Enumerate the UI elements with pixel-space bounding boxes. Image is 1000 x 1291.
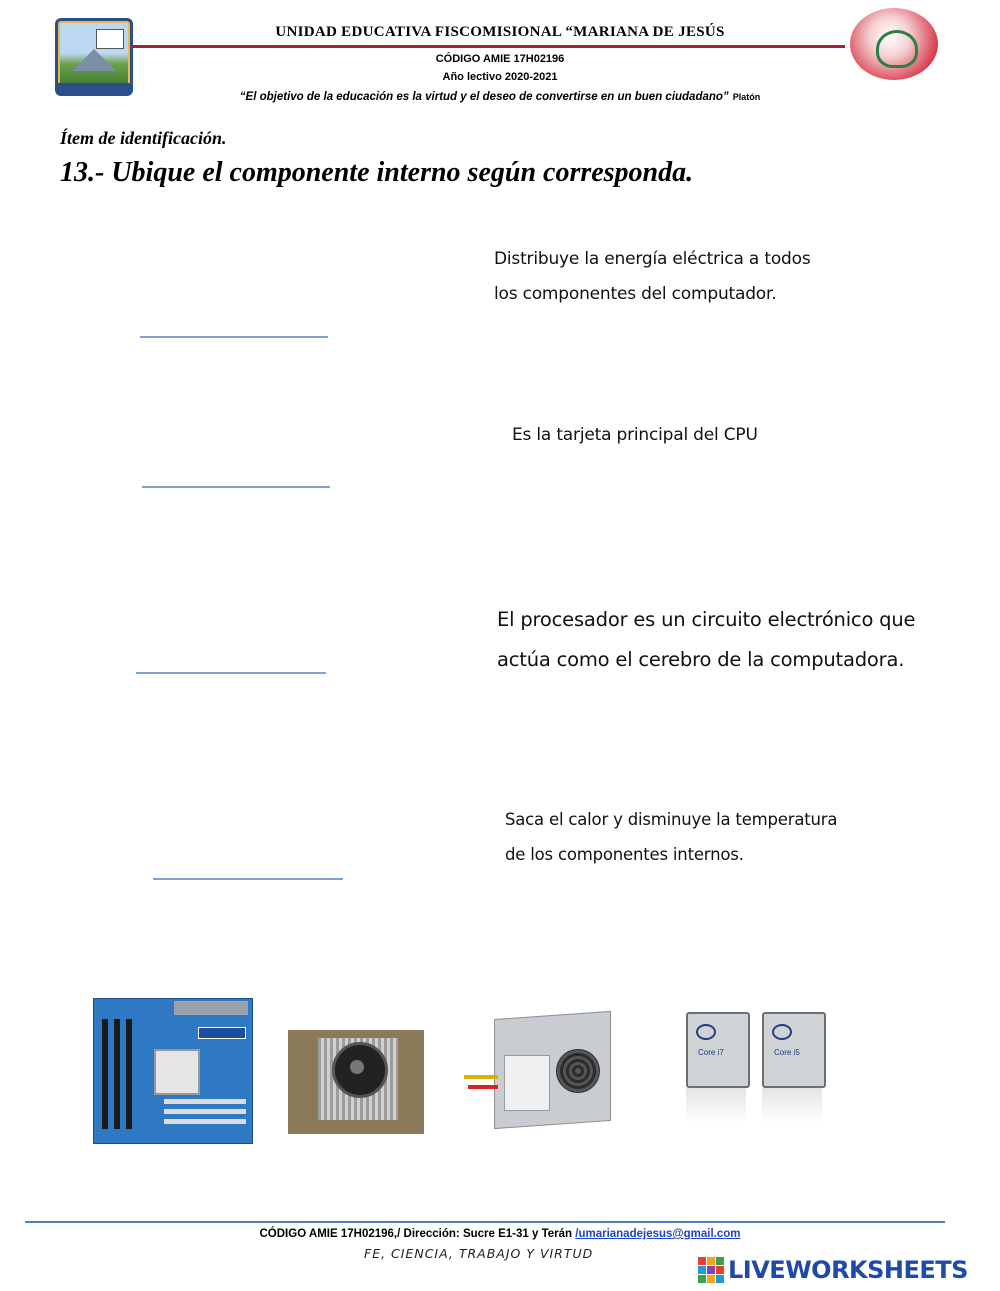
chip2-label: Core i5 — [774, 1048, 800, 1057]
question-title: 13.- Ubique el componente interno según corresponda. — [60, 157, 694, 188]
answer-line-4[interactable] — [153, 878, 343, 880]
item-label: Ítem de identificación. — [60, 128, 227, 148]
definition-3-line2: actúa como el cerebro de la computadora. — [497, 648, 905, 671]
quote — [170, 91, 830, 103]
quote-author: Platón — [732, 92, 761, 102]
cpu-chip-i7 — [686, 1012, 750, 1088]
school-year: Año lectivo 2020-2021 — [442, 71, 558, 83]
footer-email-link[interactable]: /umarianadejesus@gmail.com — [575, 1228, 741, 1240]
definition-2 — [512, 422, 912, 448]
quote-text: “El objetivo de la educación es la virtud y el deseo de convertirse en un buen ciudadano” — [239, 91, 729, 103]
header-rule — [130, 45, 845, 48]
power-supply-image[interactable] — [464, 1015, 614, 1127]
cpu-chip-i5 — [762, 1012, 826, 1088]
liveworksheets-icon — [698, 1257, 724, 1283]
liveworksheets-wordmark: LIVEWORKSHEETS — [728, 1256, 968, 1284]
definition-2-line1: Es la tarjeta principal del CPU — [512, 425, 758, 445]
school-logo-right — [850, 8, 938, 80]
processors-image[interactable] — [686, 1012, 826, 1132]
footer-rule — [25, 1221, 945, 1223]
answer-line-1[interactable] — [140, 336, 328, 338]
footer-address-text: CÓDIGO AMIE 17H02196,/ Dirección: Sucre E1-31 y Terán — [259, 1228, 573, 1240]
definition-3-line1: El procesador es un circuito electrónico que — [497, 608, 916, 631]
definition-1-line2: los componentes del computador. — [494, 284, 777, 304]
definition-4-line2: de los componentes internos. — [505, 845, 744, 864]
definition-3 — [497, 600, 967, 680]
cpu-cooler-image[interactable] — [288, 1030, 424, 1134]
chip1-label: Core i7 — [698, 1048, 724, 1057]
motherboard-image[interactable] — [93, 998, 253, 1144]
footer-address — [100, 1228, 900, 1240]
motto: FE, CIENCIA, TRABAJO Y VIRTUD — [364, 1246, 594, 1261]
definition-4 — [505, 802, 925, 872]
liveworksheets-logo[interactable] — [698, 1256, 968, 1284]
definition-4-line1: Saca el calor y disminuye la temperatura — [505, 810, 838, 829]
definition-1-line1: Distribuye la energía eléctrica a todos — [494, 249, 811, 269]
codigo-amie: CÓDIGO AMIE 17H02196 — [435, 53, 565, 65]
answer-line-2[interactable] — [142, 486, 330, 488]
school-name: UNIDAD EDUCATIVA FISCOMISIONAL “MARIANA DE JESÚS — [275, 24, 725, 40]
definition-1 — [494, 242, 914, 312]
school-logo-left — [55, 18, 133, 96]
answer-line-3[interactable] — [136, 672, 326, 674]
